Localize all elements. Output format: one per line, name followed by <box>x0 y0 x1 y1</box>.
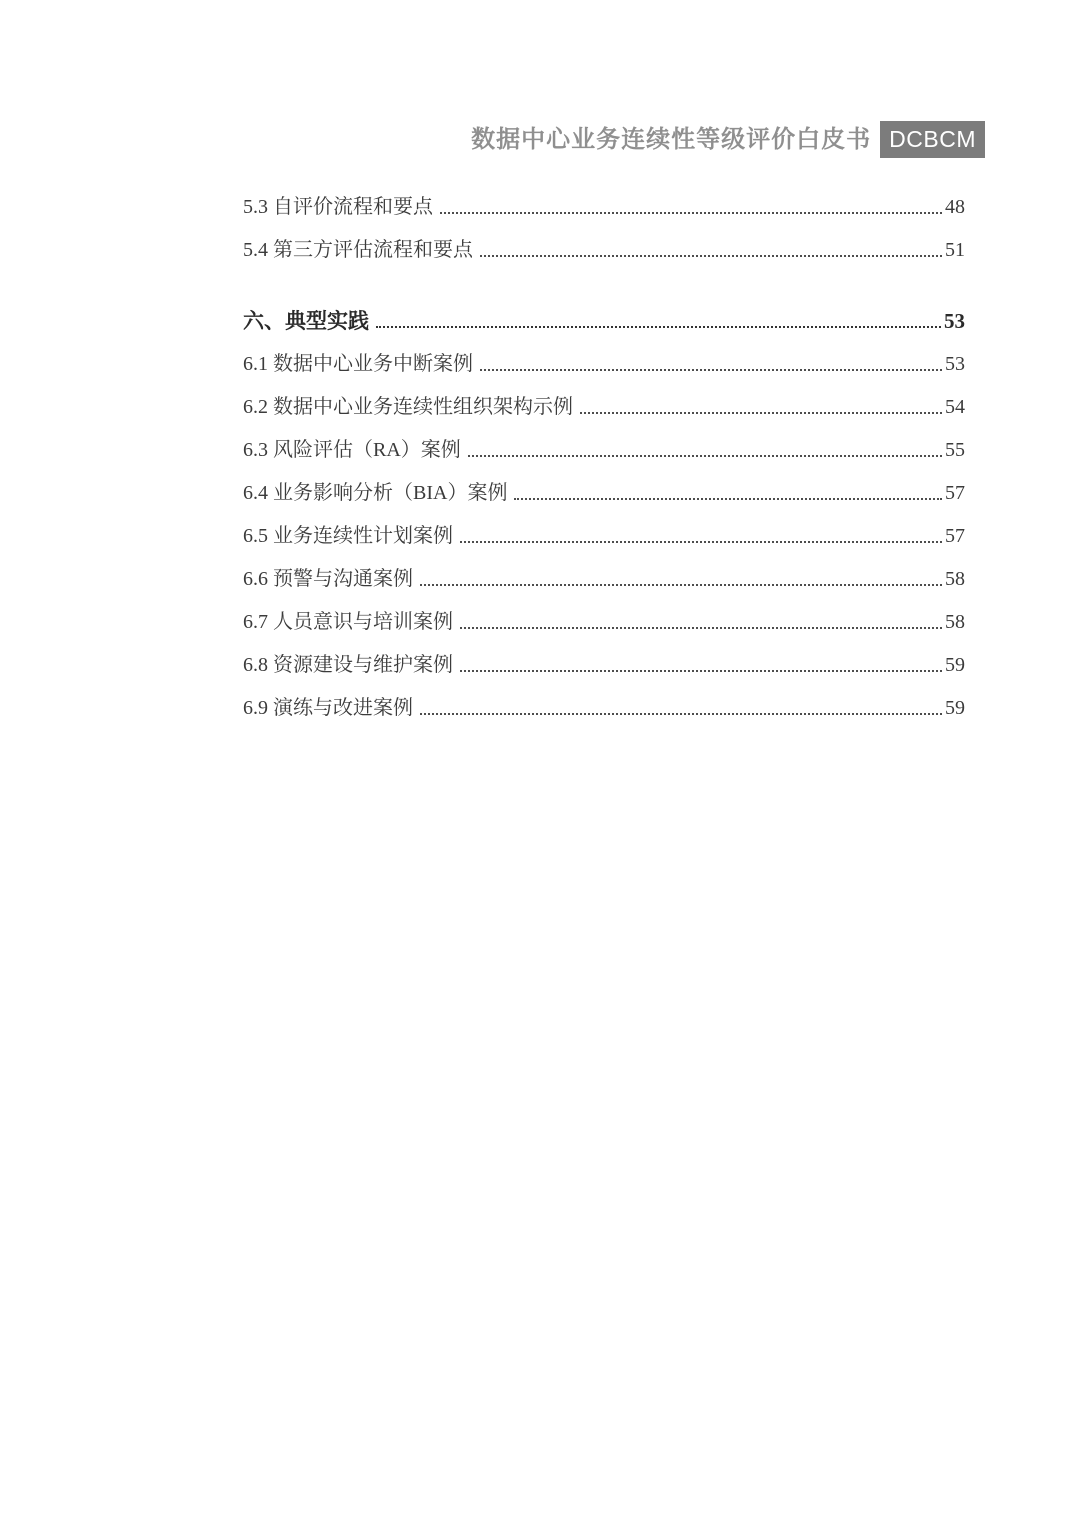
toc-leader-dots <box>460 627 942 629</box>
toc-entry <box>243 234 965 264</box>
toc-page-number: 48 <box>945 196 965 218</box>
toc-leader-dots <box>420 713 942 715</box>
toc-leader-dots <box>460 670 942 672</box>
toc-page-number: 57 <box>945 525 965 547</box>
toc-leader-dots <box>420 584 942 586</box>
toc-entry-label: 6.5 业务连续性计划案例 <box>243 525 453 547</box>
toc-page-number: 55 <box>945 439 965 461</box>
toc-page-number: 57 <box>945 482 965 504</box>
toc-entry <box>243 649 965 679</box>
toc-entry-label: 6.4 业务影响分析（BIA）案例 <box>243 482 508 504</box>
toc-list <box>243 191 965 735</box>
toc-entry <box>243 191 965 221</box>
toc-leader-dots <box>460 541 942 543</box>
toc-entry-label: 6.3 风险评估（RA）案例 <box>243 439 461 461</box>
toc-entry-label: 6.8 资源建设与维护案例 <box>243 654 453 676</box>
toc-entry <box>243 391 965 421</box>
dcbcm-badge: DCBCM <box>880 121 985 158</box>
toc-leader-dots <box>440 212 942 214</box>
toc-entry-label: 六、典型实践 <box>243 309 369 333</box>
toc-leader-dots <box>514 498 942 500</box>
page-header <box>471 121 985 158</box>
toc-entry <box>243 563 965 593</box>
toc-leader-dots <box>376 326 941 328</box>
toc-leader-dots <box>580 412 942 414</box>
toc-page-number: 58 <box>945 611 965 633</box>
toc-entry <box>243 434 965 464</box>
toc-page-number: 54 <box>945 396 965 418</box>
toc-entry <box>243 305 965 335</box>
toc-entry <box>243 606 965 636</box>
toc-entry-label: 6.1 数据中心业务中断案例 <box>243 353 473 375</box>
toc-page-number: 58 <box>945 568 965 590</box>
toc-leader-dots <box>468 455 942 457</box>
toc-page-number: 59 <box>945 697 965 719</box>
toc-page-number: 59 <box>945 654 965 676</box>
toc-entry-label: 6.9 演练与改进案例 <box>243 697 413 719</box>
toc-entry-label: 6.6 预警与沟通案例 <box>243 568 413 590</box>
toc-entry-label: 5.3 自评价流程和要点 <box>243 196 433 218</box>
toc-leader-dots <box>480 369 942 371</box>
toc-entry <box>243 477 965 507</box>
toc-page-number: 53 <box>944 309 965 333</box>
toc-entry-label: 5.4 第三方评估流程和要点 <box>243 239 473 261</box>
header-title: 数据中心业务连续性等级评价白皮书 <box>471 125 872 153</box>
toc-entry <box>243 692 965 722</box>
toc-entry <box>243 520 965 550</box>
toc-entry-label: 6.7 人员意识与培训案例 <box>243 611 453 633</box>
toc-entry-label: 6.2 数据中心业务连续性组织架构示例 <box>243 396 573 418</box>
toc-page-number: 53 <box>945 353 965 375</box>
toc-entry <box>243 348 965 378</box>
toc-page-number: 51 <box>945 239 965 261</box>
toc-leader-dots <box>480 255 942 257</box>
